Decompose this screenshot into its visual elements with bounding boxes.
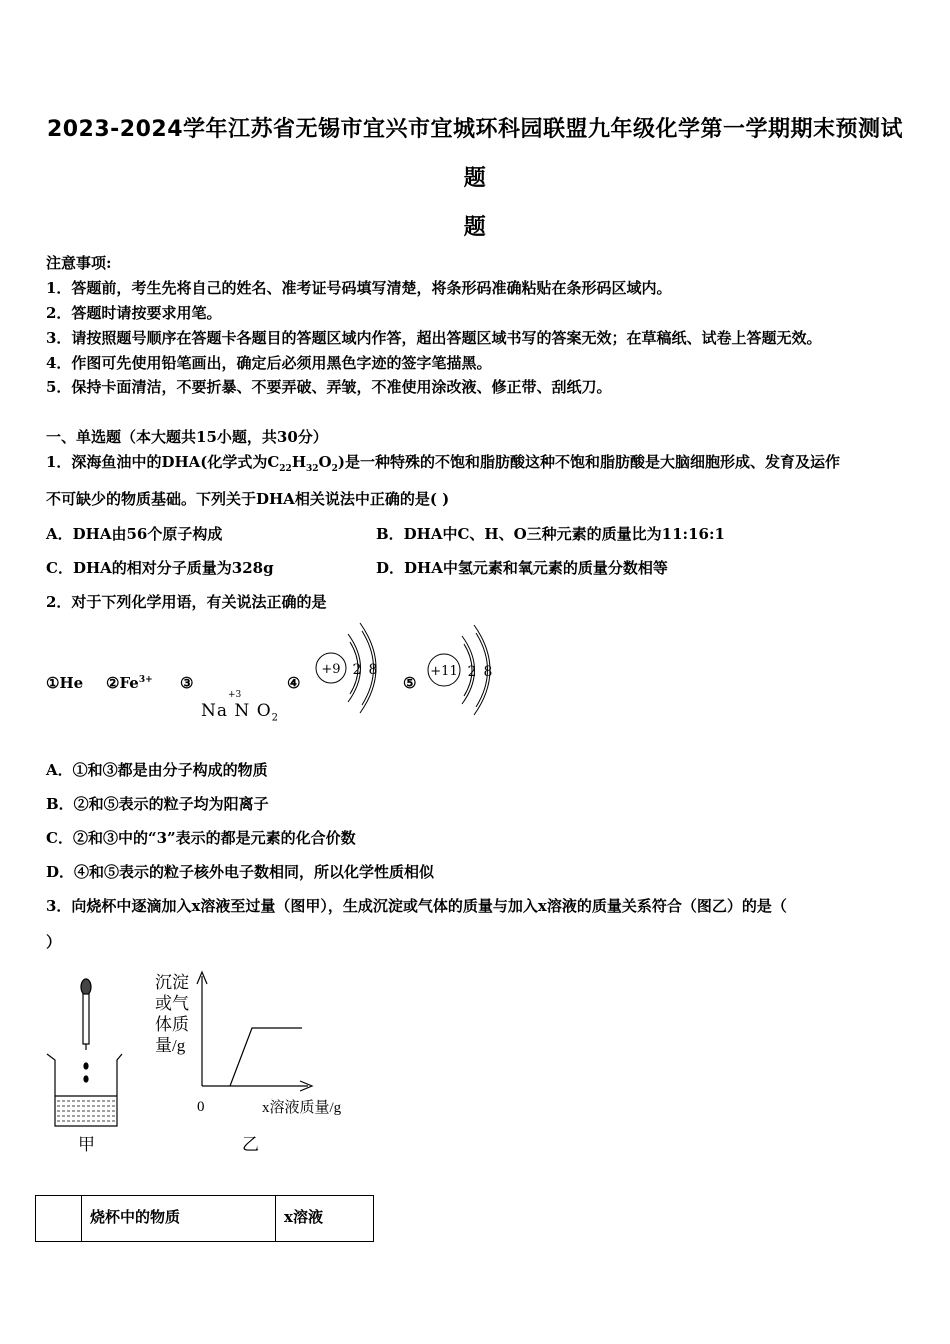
q1-option-b: B．DHA中C、H、O三种元素的质量比为11:16:1 xyxy=(376,525,725,543)
exam-title-line1: 2023-2024学年江苏省无锡市宜兴市宜城环科园联盟九年级化学第一学期期末预测试 xyxy=(46,117,904,142)
atom4-shell-1: 2 xyxy=(352,662,362,678)
q3-stem-line1: 3．向烧杯中逐滴加入x溶液至过量（图甲），生成沉淀或气体的质量与加入x溶液的质量关系符合（图乙）的是（ xyxy=(46,897,787,915)
exam-title-line3: 题 xyxy=(463,215,487,240)
q1-o: O xyxy=(318,453,332,471)
ylabel-line-3: 体质 xyxy=(155,1015,189,1034)
q2-item-2-text: ②Fe xyxy=(106,674,139,692)
graph-xlabel: x溶液质量/g xyxy=(262,1100,342,1116)
nucleus-circle-4 xyxy=(316,653,346,683)
q2-formula-text: Na N O xyxy=(201,701,272,721)
q2-item-3: ③ xyxy=(180,674,194,692)
ylabel-line-2: 或气 xyxy=(155,994,189,1013)
atom-diagram-fluorine xyxy=(316,623,376,713)
beaker-figure xyxy=(47,979,122,1126)
notice-item-2: 2．答题时请按要求用笔。 xyxy=(46,304,222,322)
x-axis-arrow xyxy=(300,1081,312,1091)
beaker-outline xyxy=(47,1054,122,1126)
q1-sub-h: 32 xyxy=(306,464,319,474)
fig-yi-label: 乙 xyxy=(242,1135,259,1154)
shell-arc-4-1 xyxy=(350,642,358,694)
q2-item-3-charge: +3 xyxy=(228,690,242,700)
exam-title-line2: 题 xyxy=(463,166,487,191)
graph-line xyxy=(230,1028,302,1086)
drop-1 xyxy=(84,1063,88,1069)
q2-option-a: A．①和③都是由分子构成的物质 xyxy=(46,761,268,779)
atom-diagram-sodium xyxy=(428,625,490,715)
atom4-shell-2: 8 xyxy=(368,662,378,678)
q2-item-2-charge: 3+ xyxy=(138,675,153,685)
q1-option-d: D．DHA中氢元素和氧元素的质量分数相等 xyxy=(376,559,668,577)
notice-item-1: 1．答题前，考生先将自己的姓名、准考证号码填写清楚，将条形码准确粘贴在条形码区域内。 xyxy=(46,279,672,297)
q1-stem-line1 xyxy=(46,451,840,474)
q1-stem-line2: 不可缺少的物质基础。下列关于DHA相关说法中正确的是( ) xyxy=(46,490,450,508)
notice-heading: 注意事项: xyxy=(46,254,112,272)
shell-arc-5-1 xyxy=(464,644,472,696)
dropper-bulb xyxy=(81,979,91,995)
graph-origin: 0 xyxy=(197,1099,205,1115)
q2-stem: 2．对于下列化学用语，有关说法正确的是 xyxy=(46,593,327,611)
table-row xyxy=(36,1196,374,1242)
ylabel-line-1: 沉淀 xyxy=(155,973,189,992)
q2-item-2 xyxy=(106,674,153,692)
atom4-nucleus: +9 xyxy=(321,662,341,677)
q1-sub-o: 2 xyxy=(331,464,338,474)
q3-stem-line2: ） xyxy=(46,933,62,951)
notice-item-5: 5．保持卡面清洁，不要折暴、不要弄破、弄皱，不准使用涂改液、修正带、刮纸刀。 xyxy=(46,378,612,396)
notice-item-3: 3．请按照题号顺序在答题卡各题目的答题区域内作答，超出答题区域书写的答案无效；在草稿纸、试卷上答题无效。 xyxy=(46,329,822,347)
q2-option-b: B．②和⑤表示的粒子均为阳离子 xyxy=(46,795,269,813)
y-axis-arrow xyxy=(197,972,207,984)
fig-jia-label: 甲 xyxy=(78,1135,95,1154)
graph-figure xyxy=(197,972,312,1091)
q2-formula-sub: 2 xyxy=(271,712,280,724)
q1-option-a: A．DHA由56个原子构成 xyxy=(46,525,223,543)
q3-table xyxy=(35,1195,374,1242)
shell-arc-5-4 xyxy=(474,625,490,715)
q1-option-c: C．DHA的相对分子质量为328g xyxy=(46,559,274,577)
q1-h: H xyxy=(291,453,307,471)
table-header-x-solution: x溶液 xyxy=(276,1196,374,1242)
notice-item-4: 4．作图可先使用铅笔画出，确定后必须用黑色字迹的签字笔描黑。 xyxy=(46,354,492,372)
shell-arc-4-2 xyxy=(348,634,361,702)
q2-item-3-formula xyxy=(201,701,279,723)
q2-item-5: ⑤ xyxy=(403,674,417,692)
q1-stem-b: )是一种特殊的不饱和脂肪酸这种不饱和脂肪酸是大脑细胞形成、发育及运作 xyxy=(337,453,840,471)
shell-arc-5-3 xyxy=(476,633,488,707)
drop-2 xyxy=(84,1076,88,1082)
shell-arc-4-3 xyxy=(362,631,374,705)
nucleus-circle-5 xyxy=(428,654,460,686)
atom5-shell-2: 8 xyxy=(483,664,493,680)
dropper-tube xyxy=(83,994,89,1044)
atom5-shell-1: 2 xyxy=(467,664,477,680)
q2-option-c: C．②和③中的“3”表示的都是元素的化合价数 xyxy=(46,829,356,847)
liquid-hatch xyxy=(57,1101,115,1121)
ylabel-line-4: 量/g xyxy=(155,1036,186,1055)
table-header-beaker: 烧杯中的物质 xyxy=(82,1196,276,1242)
q1-stem-a: 1．深海鱼油中的DHA(化学式为C xyxy=(46,453,280,471)
atom5-nucleus: +11 xyxy=(430,664,458,679)
q2-item-1: ①He xyxy=(46,674,84,692)
section-heading: 一、单选题（本大题共15小题，共30分） xyxy=(46,428,328,446)
q2-option-d: D．④和⑤表示的粒子核外电子数相同，所以化学性质相似 xyxy=(46,863,435,881)
table-header-index xyxy=(36,1196,82,1242)
shell-arc-4-4 xyxy=(360,623,376,713)
q1-sub-c: 22 xyxy=(279,464,292,474)
q2-item-4: ④ xyxy=(287,674,301,692)
shell-arc-5-2 xyxy=(462,636,475,704)
